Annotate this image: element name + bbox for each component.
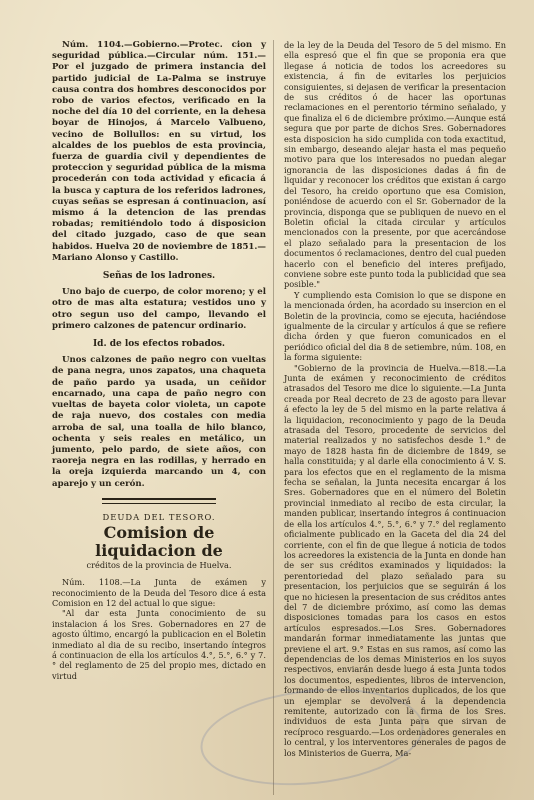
right-column xyxy=(284,40,506,758)
ley-paragraph: de la ley de la Deuda del Tesoro de 5 del mismo. En ella espresó que el fin que se proponia era que llegase á noticia de todos los acreedores su existencia, á fin de evitarles los perjuicios consiguientes, si dejasen de verificar la presentacion de sus créditos ó de hacer las oportunas reclamaciones en el perentorio término señalado, y que finaliza el 6 de diciembre próximo.—Aunque está segura que por parte de dichos Sres. Gobernadores esta disposicion ha sido cumplida con toda exactitud, sin embargo, deseando alejar hasta el mas pequeño motivo para que los interesados no puedan alegar ignorancia de las disposiciones dadas á fin de liquidar y reconocer los créditos que existan á cargo del Tesoro, ha creido oportuno que esa Comision, poniéndose de acuerdo con el Sr. Gobernador de la provincia, disponga que se publiquen de nuevo en el Boletin oficial la citada circular y artículos mencionados con la presente, por que acercándose el plazo señalado para la presentacion de los documentos ó reclamaciones, dentro del cual pueden hacerlo con el beneficio del interes prefijado, conviene sobre este punto toda la publicidad que sea posible." xyxy=(284,40,506,290)
left-column xyxy=(52,40,266,681)
section-subtitle: créditos de la provincia de Huelva. xyxy=(86,559,232,570)
subhead-efectos: Id. de los efectos robados. xyxy=(92,339,226,350)
section-heading: DEUDA DEL TESORO. xyxy=(102,511,216,522)
circular-paragraph: Núm. 1104.—Gobierno.—Protec. cion y seguridad pública.—Circular núm. 151.—Por el juzgado de primera instancia del partido judicial de La-Palma se instruye causa contra dos hombres desconocidos por robo de varios efectos, verificado en la noche del día 10 del corriente, en la dehesa boyar de Hinojos, á Marcelo Valbueno, vecino de Bollullos: en su virtud, los alcaldes de los pueblos de esta provincia, fuerza de guardia civil y dependientes de proteccion y seguridad pública de la misma procederán con toda actividad y eficacia á la busca y captura de los referidos ladrones, cuyas señas se espresan á continuacion, así mismo á la detencion de las prendas robadas; remitiéndolo todo á disposicion del citado juzgado, caso de que sean habidos. Huelva 20 de noviembre de 1851.—Mariano Alonso y Castillo. xyxy=(52,40,266,263)
junta-paragraph: Núm. 1108.—La Junta de exámen y reconocimiento de la Deuda del Tesoro dice á esta Comision en 12 del actual lo que sigue: xyxy=(52,577,266,608)
gobierno-circular-paragraph: "Gobierno de la provincia de Huelva.—818.—La Junta de exámen y reconocimiento de créditos atrasados del Tesoro me dice lo siguiente.—La Junta creada por Real decreto de 23 de agosto para llevar á efecto la ley de 5 del mismo en la parte relativa á la liquidacion, reconocimiento y pago de la Deuda atrasada del Tesoro, procedente de servicios del material realizados y no satisfechos desde 1.° de mayo de 1828 hasta fin de diciembre de 1849, se halla constituida; y al darle ella conocimiento á V. S. para los efectos que en el reglamento de la misma fecha se señalan, la Junta necesita encargar á los Sres. Gobernadores que en el número del Boletin provincial inmediato al recibo de esta circular, la manden publicar, insertando íntegros á continuacion de ella los artículos 4.°, 5.°, 6.° y 7.° del reglamento oficialmente publicado en la Gaceta del dia 24 del corriente, con el fin de que llegue á noticia de todos los acreedores la existencia de la Junta en donde han de ser sus créditos examinados y liquidados: la perentoriedad del plazo señalado para su presentacion, los perjuicios que se seguirán á los que no hiciesen la presentacion de sus créditos antes del 7 de diciembre próximo, así como las demas disposiciones tomadas para los casos en estos artículos espresados.—Los Sres. Gobernadores mandarán formar inmediatamente las juntas que previene el art. 9.° Estas en sus ramos, así como las dependencias de los demas Ministerios en los suyos respectivos, enviarán desde luego á esta Junta todos los documentos, espedientes, libros de intervencion, formando de ellos inventarios duplicados, de los que un ejemplar se devolverá á la dependencia remitente, autorizado con la firma de los Sres. individuos de esta Junta para que sirvan de recíproco resguardo.—Los ordenadores generales en lo central, y los interventores generales de pagos de los Ministerios de Guerra, Ma- xyxy=(284,362,506,758)
column-divider xyxy=(273,40,274,795)
section-rule xyxy=(102,498,216,504)
section-title: Comision de liquidacion de xyxy=(95,522,223,560)
comision-paragraph: Y cumpliendo esta Comision lo que se dispone en la mencionada órden, ha acordado su insercion en el Boletin de la provincia, como se ejecuta, haciéndose igualmente de la circular y artículos á que se refiere dicha órden y que fueron comunicados en el periódico oficial del dia 8 de setiembre, núm. 108, en la forma siguiente: xyxy=(284,289,506,363)
subhead-ladrones: Señas de los ladrones. xyxy=(102,271,216,282)
instalacion-paragraph: "Al dar esta Junta conocimiento de su instalacion á los Sres. Gobernadores en 27 de agosto último, encargó la publicacion en el Boletin inmediato al dia de su recibo, insertando íntegros á continuacion de ella los artículos 4.°, 5.°, 6.° y 7.° del reglamento de 25 del propio mes, dictado en virtud xyxy=(52,608,266,681)
ladrones-description: Uno bajo de cuerpo, de color moreno; y el otro de mas alta estatura; vestidos uno y otro segun uso del campo, llevando el primero calzones de patencur ordinario. xyxy=(52,287,266,331)
efectos-description: Unos calzones de paño negro con vueltas de pana negra, unos zapatos, una chaqueta de paño pardo ya usada, un ceñidor encarnado, una capa de paño negro con vueltas de bayeta color violeta, un capote de raja nuevo, dos costales con media arroba de sal, una toalla de hilo blanco, ochenta y seis reales en metálico, un jumento, pelo pardo, de siete años, con raoreja negra en las rodillas, y herrado en la oreja izquierda marcando un 4, con aparejo y un cerón. xyxy=(52,355,266,489)
